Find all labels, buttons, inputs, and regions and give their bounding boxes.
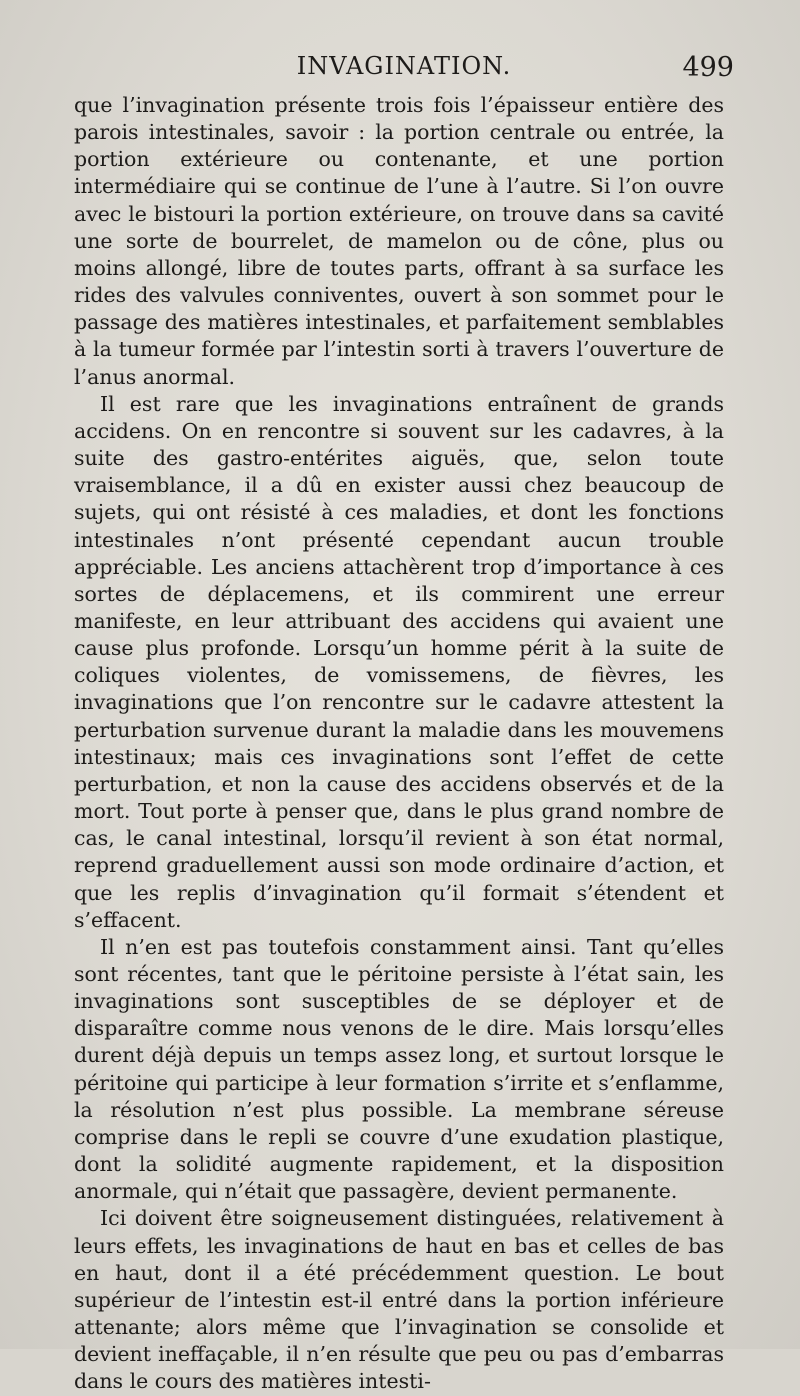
paragraph-2: Il est rare que les invaginations entraînent de grands accidens. On en rencontre si souvent sur les cadavres, à la suite des gastro-entérites aiguës, que, selon toute vraisemblance, il a dû en exister aussi chez beaucoup de sujets, qui ont résisté à ces maladies, et dont les fonctions intestinales n’ont présenté cependant aucun trouble appréciable. Les anciens attachèrent trop d’importance à ces sortes de déplacemens, et ils commirent une erreur manifeste, en leur attribuant des accidens qui avaient une cause plus profonde. Lorsqu’un homme périt à la suite de coliques violentes, de vomissemens, de fièvres, les invaginations que l’on rencontre sur le cadavre attestent la perturbation survenue durant la maladie dans les mouvemens intestinaux; mais ces invaginations sont l’effet de cette perturbation, et non la cause des accidens observés et de la mort. Tout porte à penser que, dans le plus grand nombre de cas, le canal intestinal, lorsqu’il revient à son état normal, reprend graduellement aussi son mode ordinaire d’action, et que les replis d’invagination qu’il formait s’étendent et s’effacent. (74, 391, 724, 932)
running-title: INVAGINATION. (296, 52, 512, 80)
paragraph-1: que l’invagination présente trois fois l’épaisseur entière des parois intestinales, savoir : la portion centrale ou entrée, la portion extérieure ou contenante, et une portion intermédiaire qui se continue de l’une à l’autre. Si l’on ouvre avec le bistouri la portion extérieure, on trouve dans sa cavité une sorte de bourrelet, de mamelon ou de cône, plus ou moins allongé, libre de toutes parts, offrant à sa surface les rides des valvules conniventes, ouvert à son sommet pour le passage des matières intestinales, et parfaitement semblables à la tumeur formée par l’intestin sorti à travers l’ouverture de l’anus anormal. (74, 93, 724, 389)
paragraph-4: Ici doivent être soigneusement distinguées, relativement à leurs effets, les invaginations de haut en bas et celles de bas en haut, dont il a été précédemment question. Le bout supérieur de l’intestin est-il entré dans la portion inférieure attenante; alors même que l’invagination se consolide et devient ineffaçable, il n’en résulte que peu ou pas d’embarras dans le cours des matières intesti- (74, 1206, 724, 1394)
page-number: 499 (682, 52, 734, 83)
paragraph-3: Il n’en est pas toutefois constamment ainsi. Tant qu’elles sont récentes, tant que le péritoine persiste à l’état sain, les invaginations sont susceptibles de se déployer et de disparaître comme nous venons de le dire. Mais lorsqu’elles durent déjà depuis un temps assez long, et surtout lorsque le péritoine qui participe à leur formation s’irrite et s’enflamme, la résolution n’est plus possible. La membrane séreuse comprise dans le repli se couvre d’une exudation plastique, dont la solidité augmente rapidement, et la disposition anormale, qui n’était que passagère, devient permanente. (74, 934, 724, 1204)
body-text (74, 92, 724, 1396)
page-header (74, 52, 734, 88)
